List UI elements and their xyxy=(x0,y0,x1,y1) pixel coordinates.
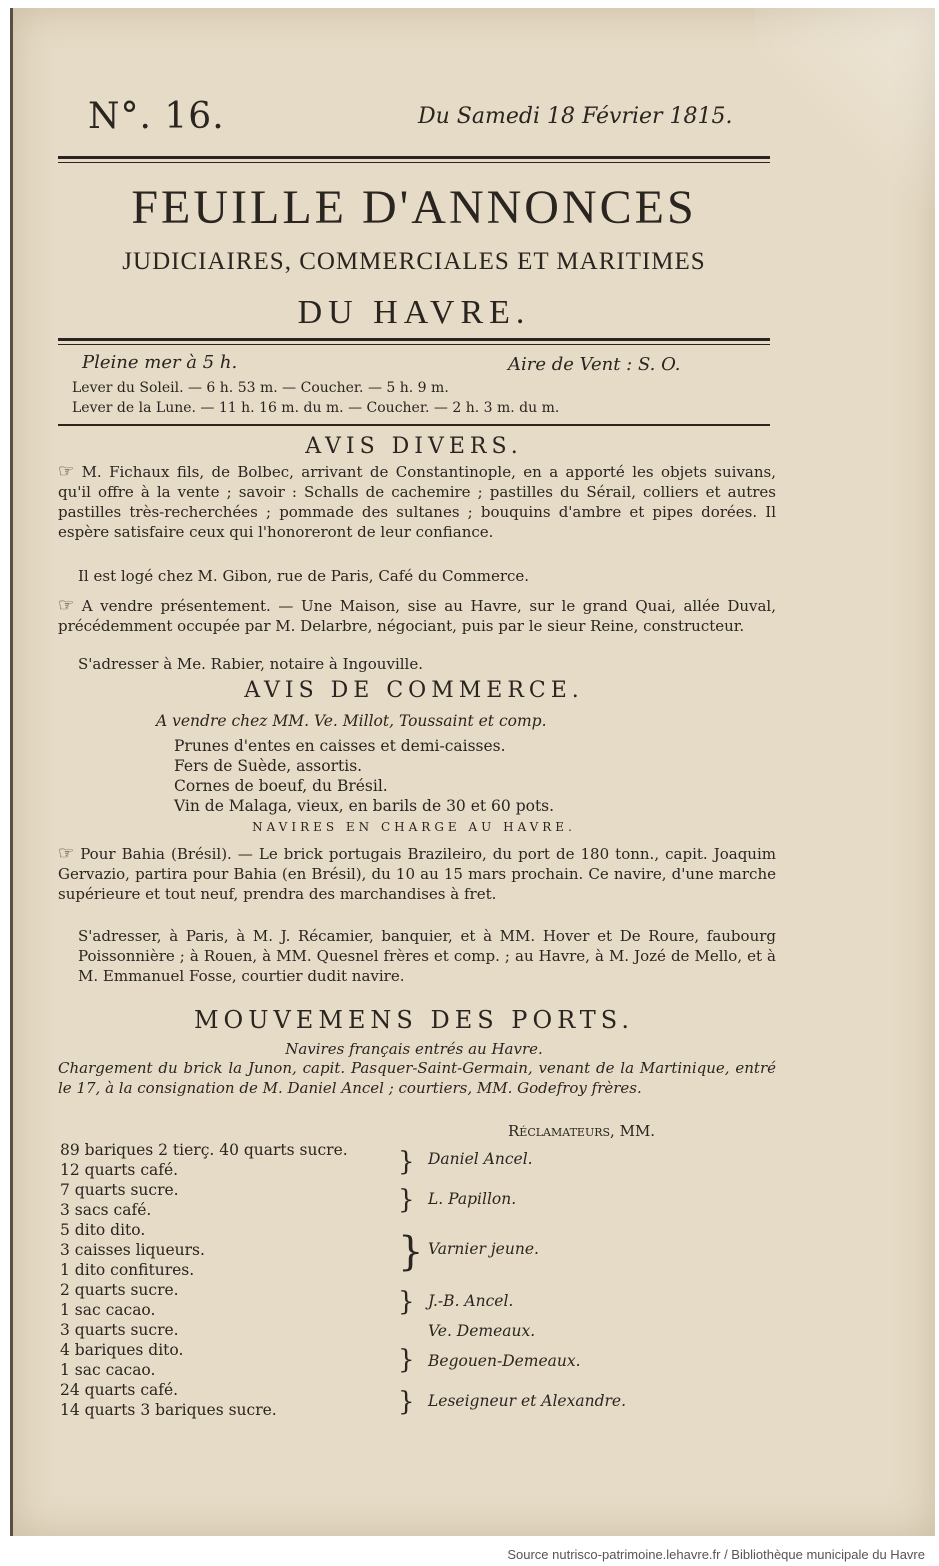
masthead-place: DU HAVRE. xyxy=(297,294,531,331)
claimant: Daniel Ancel. xyxy=(428,1150,533,1168)
page-fold-shading xyxy=(755,8,935,208)
brace-icon: } xyxy=(398,1287,415,1317)
list-item: 3 quarts sucre. xyxy=(60,1321,179,1339)
source-credit: Source nutrisco-patrimoine.lehavre.fr / Bibliothèque municipale du Havre xyxy=(507,1547,925,1562)
list-item: 5 dito dito. xyxy=(60,1221,146,1239)
commerce-items xyxy=(174,736,554,816)
pointing-hand-icon: ☞ xyxy=(58,843,75,864)
masthead-subtitle: JUDICIAIRES, COMMERCIALES ET MARITIMES xyxy=(122,248,706,275)
list-item: Cornes de boeuf, du Brésil. xyxy=(174,777,388,795)
notice-bahia xyxy=(58,844,776,904)
header-rule-top-thin xyxy=(58,162,770,163)
brace-icon: } xyxy=(398,1229,424,1275)
claimant: L. Papillon. xyxy=(428,1190,517,1208)
list-item: 4 bariques dito. xyxy=(60,1341,184,1359)
brace-icon: } xyxy=(398,1147,415,1177)
brace-icon: } xyxy=(398,1387,415,1417)
notice-fichaux-text: M. Fichaux fils, de Bolbec, arrivant de Constantinople, en a apporté les objets suivans, qu'il offre à la vente ; savoir : Schalls de cachemire ; pastilles du Sérail, colliers et autres pastilles très-recherchées ; pommade des sultanes ; bouquins d'ambre et pipes dorées. Il espère satisfaire ceux qui l'honoreront de leur confiance. xyxy=(58,463,776,541)
header-rule-bottom-thin xyxy=(58,344,770,345)
sunrise-sunset: Lever du Soleil. — 6 h. 53 m. — Coucher. — 5 h. 9 m. xyxy=(72,380,449,396)
list-item: 3 caisses liqueurs. xyxy=(60,1241,205,1259)
claimant: Leseigneur et Alexandre. xyxy=(428,1392,626,1410)
wind-info: Aire de Vent : S. O. xyxy=(508,354,681,375)
header-rule-bottom xyxy=(58,338,770,341)
list-item: 24 quarts café. xyxy=(60,1381,179,1399)
list-item: 7 quarts sucre. xyxy=(60,1181,179,1199)
cargo-intro: Chargement du brick la Junon, capit. Pasquer-Saint-Germain, venant de la Martinique, entré le 17, à la consignation de M. Daniel Ancel ; courtiers, MM. Godefroy frères. xyxy=(58,1059,776,1097)
cargo-list xyxy=(60,1140,348,1420)
brace-icon: } xyxy=(398,1345,415,1375)
section-heading-mouvemens: MOUVEMENS DES PORTS. xyxy=(193,1006,635,1034)
issue-number: N°. 16. xyxy=(88,96,225,137)
claimant: Begouen-Demeaux. xyxy=(428,1352,581,1370)
notice-bahia-text: Pour Bahia (Brésil). — Le brick portugais Brazileiro, du port de 180 tonn., capit. Joaquim Gervazio, partira pour Bahia (en Brésil), du 10 au 15 mars prochain. Ce navire, d'une marche supérieure et tout neuf, prendra des marchandises à fret. xyxy=(58,845,776,903)
list-item: 1 sac cacao. xyxy=(60,1301,156,1319)
pointing-hand-icon: ☞ xyxy=(58,461,75,482)
commerce-intro: A vendre chez MM. Ve. Millot, Toussaint et comp. xyxy=(156,712,547,730)
list-item: 89 bariques 2 tierç. 40 quarts sucre. xyxy=(60,1141,348,1159)
claimants-heading: Réclamateurs, MM. xyxy=(508,1122,656,1140)
tide-info: Pleine mer à 5 h. xyxy=(82,352,238,373)
section-heading-avis-divers: AVIS DIVERS. xyxy=(305,434,523,459)
subheading-navires-en-charge: NAVIRES EN CHARGE AU HAVRE. xyxy=(252,820,576,834)
section-heading-avis-commerce: AVIS DE COMMERCE. xyxy=(244,678,584,703)
list-item: 3 sacs café. xyxy=(60,1201,152,1219)
almanac-rule xyxy=(58,424,770,426)
list-item: 14 quarts 3 bariques sucre. xyxy=(60,1401,277,1419)
claimant: Varnier jeune. xyxy=(428,1240,539,1258)
notice-fichaux-address: Il est logé chez M. Gibon, rue de Paris, Café du Commerce. xyxy=(78,567,530,585)
list-item: Prunes d'entes en caisses et demi-caisses. xyxy=(174,737,506,755)
claimant: J.-B. Ancel. xyxy=(428,1292,514,1310)
list-item: 1 sac cacao. xyxy=(60,1361,156,1379)
notice-bahia-contacts: S'adresser, à Paris, à M. J. Récamier, banquier, et à MM. Hover et De Roure, faubourg Poissonnière ; à Rouen, à MM. Quesnel frères et comp. ; au Havre, à M. Jozé de Mello, et à M. Emmanuel Fosse, courtier dudit navire. xyxy=(78,927,776,985)
list-item: 2 quarts sucre. xyxy=(60,1281,179,1299)
list-item: Vin de Malaga, vieux, en barils de 30 et 60 pots. xyxy=(174,797,555,815)
list-item: 12 quarts café. xyxy=(60,1161,179,1179)
masthead-title: FEUILLE D'ANNONCES xyxy=(131,181,697,234)
notice-maison xyxy=(58,596,776,636)
subheading-navires-entres: Navires français entrés au Havre. xyxy=(285,1040,543,1058)
list-item: 1 dito confitures. xyxy=(60,1261,195,1279)
moonrise-moonset: Lever de la Lune. — 11 h. 16 m. du m. — Coucher. — 2 h. 3 m. du m. xyxy=(72,400,560,416)
notice-maison-contact: S'adresser à Me. Rabier, notaire à Ingouville. xyxy=(78,655,423,673)
claimant: Ve. Demeaux. xyxy=(428,1322,536,1340)
notice-maison-text: A vendre présentement. — Une Maison, sise au Havre, sur le grand Quai, allée Duval, précédemment occupée par M. Delarbre, négociant, puis par le sieur Reine, constructeur. xyxy=(58,597,776,635)
header-rule-top xyxy=(58,156,770,159)
list-item: Fers de Suède, assortis. xyxy=(174,757,363,775)
pointing-hand-icon: ☞ xyxy=(58,595,75,616)
brace-icon: } xyxy=(398,1185,415,1215)
issue-date: Du Samedi 18 Février 1815. xyxy=(418,104,733,129)
notice-fichaux xyxy=(58,462,776,542)
